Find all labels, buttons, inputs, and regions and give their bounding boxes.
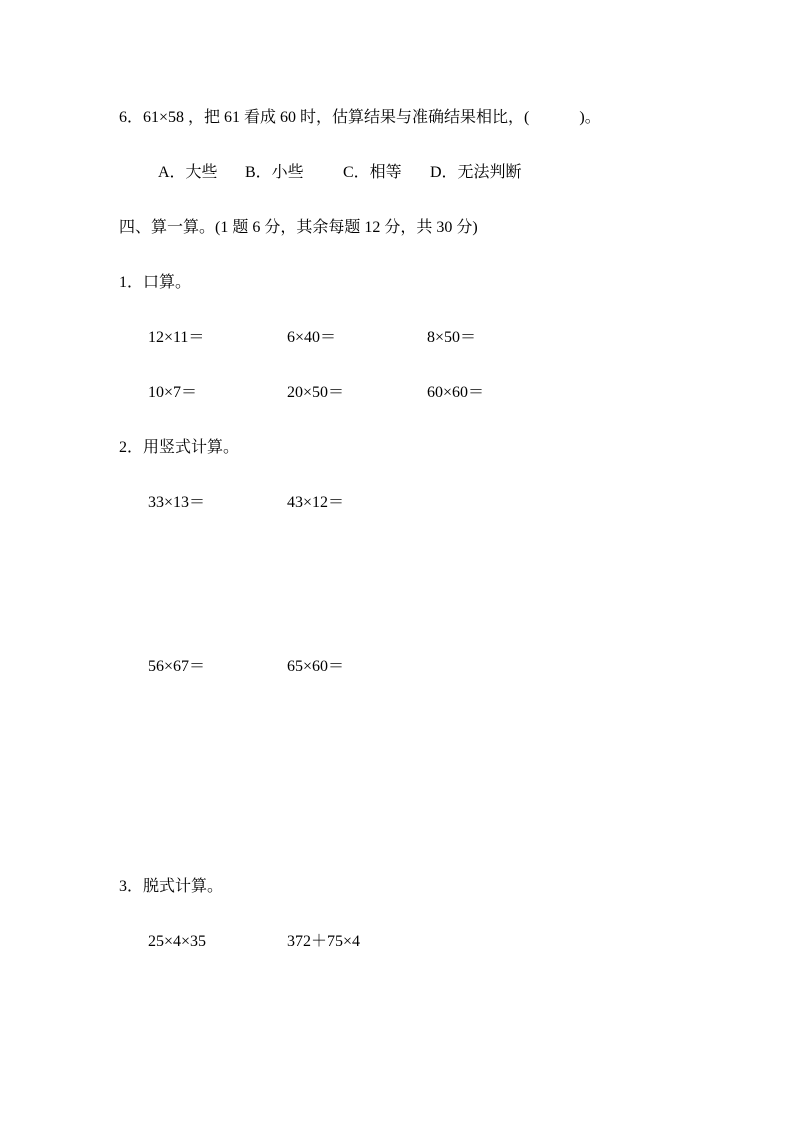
option-d[interactable]: D．无法判断 [430, 164, 522, 181]
part-3-title: 3．脱式计算。 [119, 878, 224, 895]
problem: 20×50＝ [287, 384, 345, 401]
option-a[interactable]: A．大些 [158, 164, 218, 181]
problem: 33×13＝ [148, 494, 206, 511]
problem: 6×40＝ [287, 329, 337, 346]
part-2-title: 2．用竖式计算。 [119, 439, 240, 456]
question-6 [119, 108, 601, 128]
section-4-title: 四、算一算。(1 题 6 分，其余每题 12 分，共 30 分) [119, 219, 478, 236]
problem: 10×7＝ [148, 384, 198, 401]
option-c[interactable]: C．相等 [343, 164, 402, 181]
problem: 8×50＝ [427, 329, 477, 346]
question-6-text: 6．61×58 ，把 61 看成 60 时，估算结果与准确结果相比，( [119, 109, 530, 126]
problem: 25×4×35 [148, 933, 207, 950]
question-6-close: )。 [579, 109, 601, 126]
problem: 60×60＝ [427, 384, 485, 401]
problem: 56×67＝ [148, 658, 206, 675]
option-b[interactable]: B．小些 [245, 164, 304, 181]
part-1-title: 1．口算。 [119, 274, 192, 291]
problem: 12×11＝ [148, 329, 205, 346]
problem: 372＋75×4 [287, 933, 361, 950]
problem: 43×12＝ [287, 494, 345, 511]
problem: 65×60＝ [287, 658, 345, 675]
